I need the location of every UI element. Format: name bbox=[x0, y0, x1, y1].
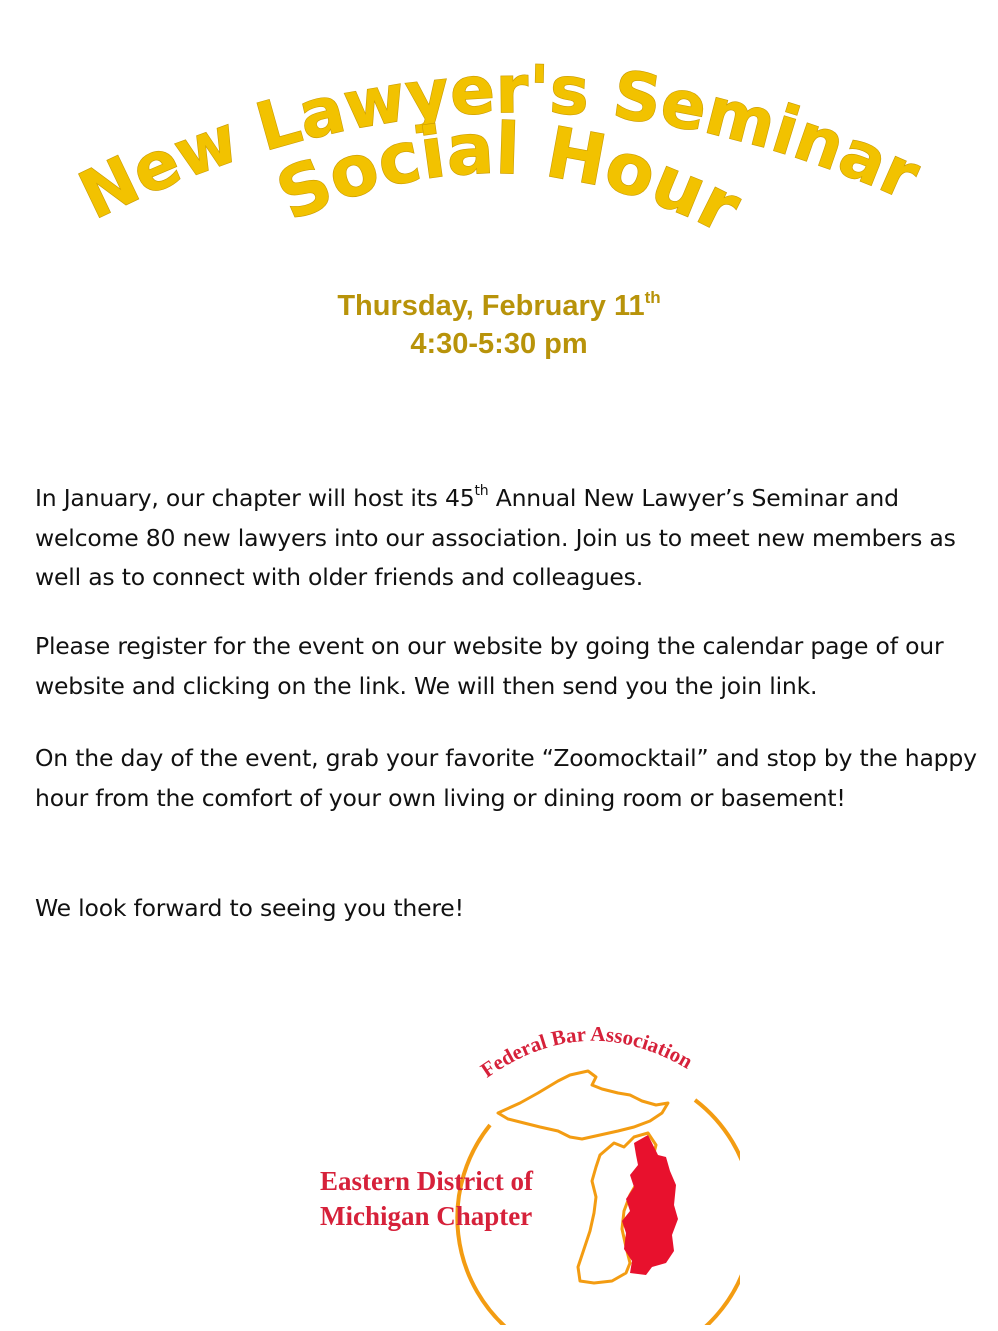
paragraph-intro: In January, our chapter will host its 45th Annual New Lawyer’s Seminar and welcome 80 new lawyers into our association. Join us to meet new members as well as to connect with older friends and colleagues. bbox=[35, 483, 956, 591]
title-line-1: New Lawyer's Seminar bbox=[67, 51, 931, 235]
eastern-district-region-icon bbox=[622, 1135, 678, 1275]
title-line-2: Social Hour bbox=[265, 107, 753, 250]
paragraph-event-day: On the day of the event, grab your favorite “Zoomocktail” and stop by the happy hour from the comfort of your own living or dining room or basement! bbox=[35, 744, 977, 812]
fba-chapter-logo bbox=[300, 1005, 740, 1325]
event-title bbox=[0, 0, 998, 290]
event-time: 4:30-5:30 pm bbox=[410, 328, 588, 360]
paragraph-register: Please register for the event on our website by going the calendar page of our website and clicking on the link. We will then send you the join link. bbox=[35, 632, 944, 700]
event-date: Thursday, February 11th bbox=[337, 288, 661, 322]
logo-line-1: Eastern District of bbox=[320, 1166, 533, 1196]
logo-arc-text: Federal Bar Association bbox=[476, 1021, 697, 1083]
michigan-upper-peninsula-icon bbox=[498, 1071, 668, 1139]
logo-line-2: Michigan Chapter bbox=[320, 1201, 533, 1231]
paragraph-closing: We look forward to seeing you there! bbox=[35, 894, 464, 922]
